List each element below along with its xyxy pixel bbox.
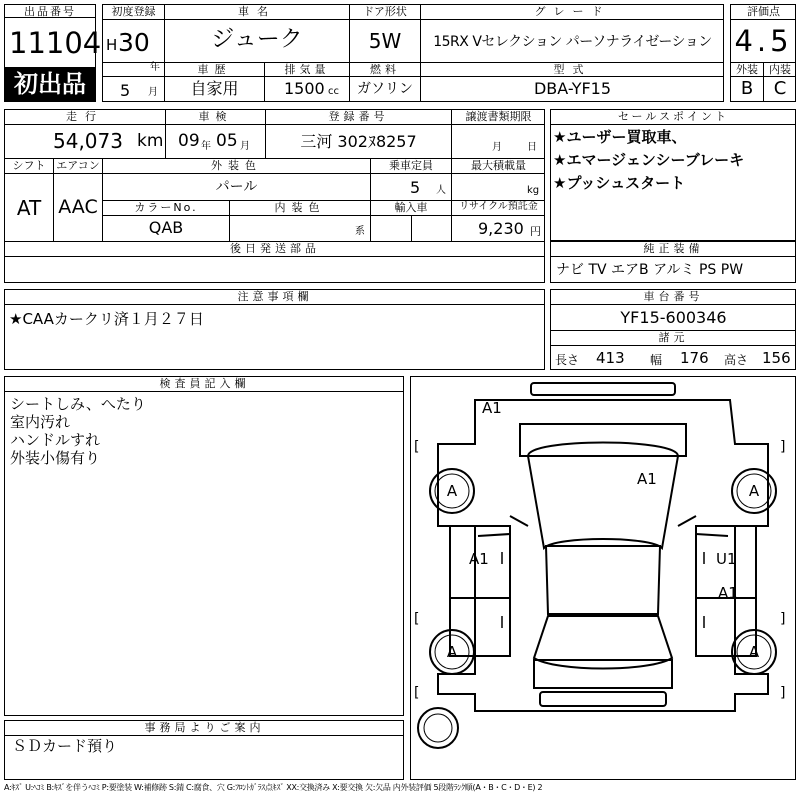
height-label: 高さ (724, 353, 749, 367)
recycle-header: リサイクル預託金 (459, 201, 538, 212)
mileage-header: 走行 (66, 110, 104, 123)
damage-right-rear: A1 (718, 584, 738, 602)
recycle-fee: 9,230 (478, 219, 524, 238)
first-reg-month: 5 (120, 81, 131, 100)
width-value: 176 (680, 349, 709, 367)
equipment-header: 純正装備 (643, 242, 704, 255)
shift: AT (16, 196, 42, 220)
roof-outline (546, 546, 660, 614)
ext-color-header: 外装色 (211, 159, 262, 172)
tire-mark-rl: A (446, 643, 458, 661)
first-reg-year: 30 (118, 28, 150, 57)
chassis-number: YF15-600346 (620, 308, 727, 327)
sales-points-header: セールスポイント (617, 110, 729, 123)
bracket-6: ] (780, 685, 786, 701)
reg-no-header: 登録番号 (328, 110, 389, 123)
width-label: 幅 (650, 353, 663, 367)
inspection-month-unit: 月 (240, 141, 250, 152)
interior-score: C (773, 78, 787, 99)
later-parts-header: 後日発送部品 (230, 242, 320, 255)
int-color-unit: 系 (355, 226, 365, 237)
car-name: ジューク (211, 26, 303, 52)
lot-number-header: 出品番号 (5, 5, 95, 18)
overall-score: 4.5 (734, 24, 793, 58)
inspection-year-unit: 年 (201, 141, 211, 152)
transfer-day-unit: 日 (527, 142, 537, 153)
notes-header: 注意事項欄 (237, 290, 313, 303)
capacity-header: 乗車定員 (389, 159, 433, 172)
first-reg-era: H (106, 36, 118, 54)
damage-right-door: U1 (716, 550, 737, 568)
max-load-header: 最大積載量 (471, 159, 526, 172)
cabin-outline (528, 443, 678, 549)
exterior-color: パール (215, 179, 258, 195)
hood-outline (520, 424, 686, 456)
bracket-1: [ (414, 439, 420, 455)
car-diagram-drawing (410, 376, 796, 780)
model: DBA-YF15 (533, 79, 612, 98)
lot-number: 11104 (9, 26, 102, 60)
chassis-header: 車台番号 (643, 290, 704, 303)
rear-bumper-outline (540, 692, 666, 706)
shift-header: シフト (12, 159, 46, 172)
first-listing-badge: 初出品 (5, 67, 95, 101)
notes: ★CAAカークリ済１月２７日 (9, 310, 204, 328)
bracket-2: ] (780, 439, 786, 455)
office-note: ＳＤカード預り (12, 737, 118, 755)
tire-mark-rr: A (748, 643, 760, 661)
bracket-4: ] (780, 611, 786, 627)
door-header: ドア形状 (363, 5, 407, 18)
transfer-month-unit: 月 (492, 142, 502, 153)
damage-hood: A1 (637, 470, 657, 488)
lot-number-box (4, 4, 102, 102)
length-value: 413 (596, 349, 625, 367)
equipment: ナビ TV エアB アルミ PS PW (556, 262, 744, 278)
damage-front: A1 (482, 399, 502, 417)
int-color-header: 内装色 (274, 201, 326, 214)
damage-left-door: A1 (469, 550, 489, 568)
legend: A:ｷｽﾞ U:ﾍｺﾐ B:ｷｽﾞを伴うﾍｺﾐ P:要塗装 W:補修跡 S:錆 C:腐食、穴 G:ﾌﾛﾝﾄｶﾞﾗｽ点ｷｽﾞ XX:交換済み X:要交換 欠:欠品 内外装評価 5段階ﾗﾝｸ順(A・B・C・D・E) 2 (4, 783, 543, 792)
recycle-fee-unit: 円 (530, 225, 541, 238)
door-type: 5W (368, 29, 402, 53)
displacement-unit: cc (328, 86, 339, 97)
sales-point-1: ★ユーザー買取車、 (553, 128, 687, 146)
history: 自家用 (190, 79, 239, 98)
score-header: 評価点 (747, 5, 780, 18)
inspection-year: 09 (178, 131, 200, 151)
capacity: 5 (410, 178, 421, 197)
first-reg-month-unit: 月 (148, 87, 158, 98)
grade: 15RX Vセレクション パーソナライゼーション (433, 34, 712, 50)
exterior-score: B (740, 78, 754, 99)
inspector-note-4: 外装小傷有り (10, 449, 101, 467)
aircon: AAC (58, 196, 98, 218)
inspection-month: 05 (216, 131, 238, 151)
interior-score-header: 内装 (769, 63, 791, 76)
sales-point-3: ★プッシュスタート (553, 174, 686, 192)
max-load-unit: kg (527, 185, 540, 196)
model-header: 型式 (553, 63, 592, 76)
sales-point-2: ★エマージェンシーブレーキ (553, 151, 745, 169)
transfer-docs-header: 譲渡書類期限 (465, 110, 532, 123)
capacity-unit: 人 (436, 185, 446, 196)
grade-header: グレード (534, 5, 611, 18)
registration-number: 三河 302ﾇ8257 (300, 132, 417, 151)
inspector-header: 検査員記入欄 (159, 377, 250, 390)
first-reg-year-unit: 年 (150, 62, 160, 73)
history-header: 車歴 (197, 63, 232, 76)
inspection-header: 車検 (198, 110, 233, 123)
inspector-note-1: シートしみ、へたり (10, 395, 146, 413)
displacement: 1500 (284, 79, 325, 98)
exterior-score-header: 外装 (736, 63, 758, 76)
bracket-3: [ (414, 611, 420, 627)
inspector-note-3: ハンドルすれ (10, 431, 101, 449)
tire-mark-fl: A (446, 482, 458, 500)
front-bumper-outline (531, 383, 675, 395)
fuel: ガソリン (357, 81, 413, 97)
import-header: 輸入車 (394, 201, 428, 214)
first-reg-header: 初度登録 (111, 5, 156, 18)
dimensions-header: 諸元 (658, 331, 689, 344)
car-name-header: 車名 (238, 5, 276, 18)
inspector-note-2: 室内汚れ (10, 413, 71, 431)
office-header: 事務局よりご案内 (144, 721, 265, 734)
mileage: 54,073 (53, 129, 123, 153)
color-no-header: カラーNo. (134, 201, 198, 214)
color-number: QAB (148, 218, 184, 237)
length-label: 長さ (555, 353, 580, 367)
mileage-unit: km (137, 131, 164, 151)
fuel-header: 燃料 (370, 63, 400, 76)
bracket-5: [ (414, 685, 420, 701)
aircon-header: エアコン (56, 159, 100, 172)
displacement-header: 排気量 (284, 63, 330, 76)
tire-mark-fr: A (748, 482, 760, 500)
height-value: 156 (762, 349, 791, 367)
